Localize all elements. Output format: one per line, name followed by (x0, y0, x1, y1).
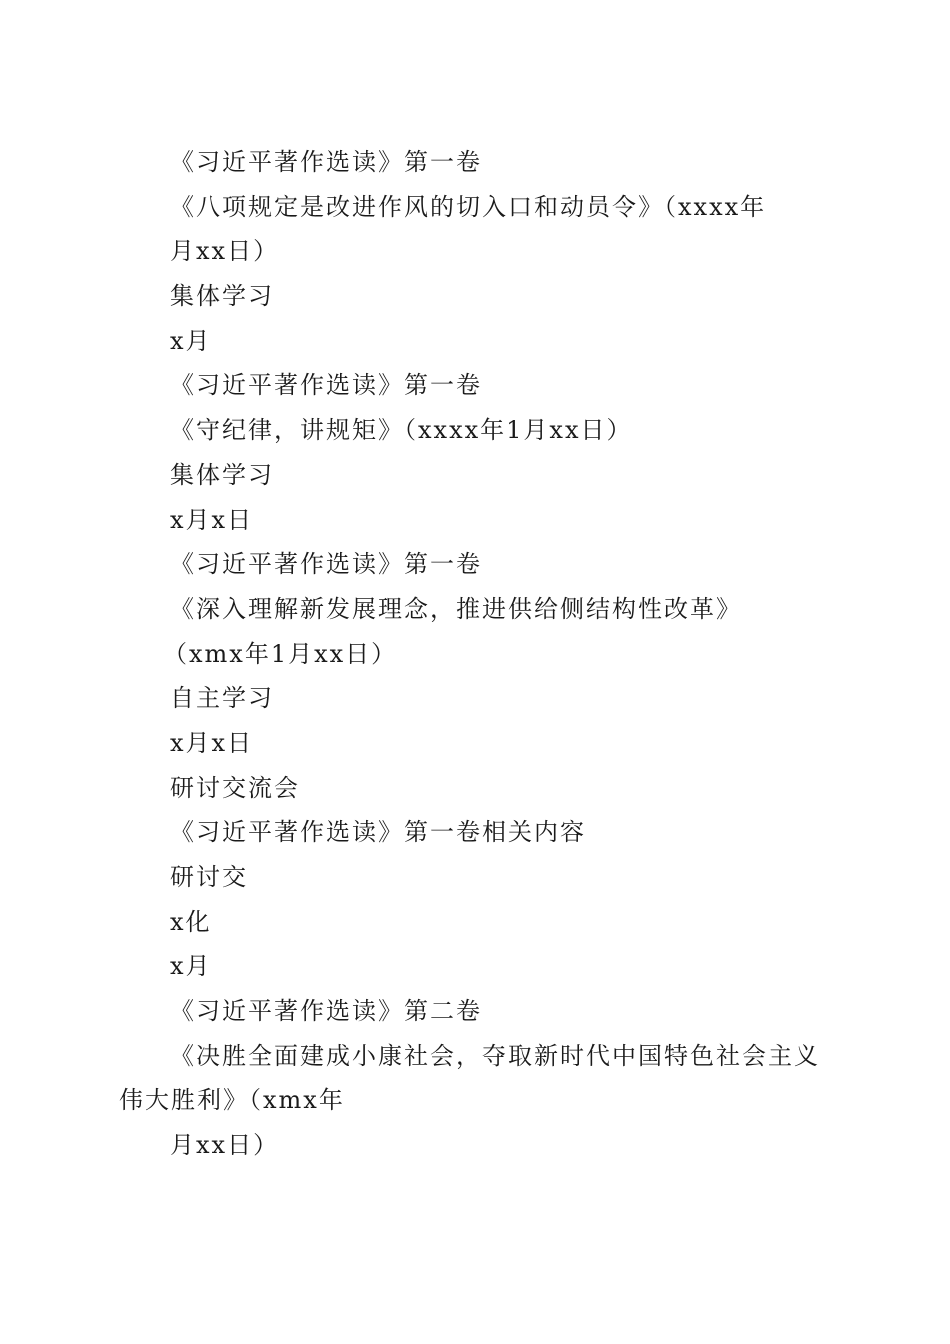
text-line: x月x日 (170, 505, 254, 534)
text-line: 《习近平著作选读》第一卷 (170, 371, 482, 400)
text-line: x月 (170, 326, 212, 355)
text-line: 《八项规定是改进作风的切入口和动员令》（xxxx年 (170, 192, 767, 221)
text-line: x月 (170, 952, 212, 981)
text-line: 自主学习 (170, 684, 274, 713)
text-line: （xmx年1月xx日） (163, 639, 398, 668)
text-line: 《习近平著作选读》第一卷 (170, 550, 482, 579)
document-body (119, 140, 839, 1168)
text-line: x化 (170, 907, 212, 936)
text-line: 伟大胜利》（xmx年 (119, 1086, 345, 1115)
text-line: 《习近平著作选读》第一卷相关内容 (170, 818, 586, 847)
text-line: 研讨交流会 (170, 773, 300, 802)
text-line: 集体学习 (170, 282, 274, 311)
text-line: x月x日 (170, 728, 254, 757)
text-line: 月xx日） (170, 1131, 280, 1160)
text-line: 《习近平著作选读》第二卷 (170, 997, 482, 1026)
text-line: 《守纪律，讲规矩》（xxxx年1月xx日） (170, 416, 633, 445)
text-line: 《深入理解新发展理念，推进供给侧结构性改革》 (170, 594, 742, 623)
text-line: 《决胜全面建成小康社会，夺取新时代中国特色社会主义 (170, 1041, 820, 1070)
text-line: 研讨交 (170, 863, 248, 891)
text-line: 月xx日） (170, 237, 280, 266)
text-line: 集体学习 (170, 460, 274, 489)
text-line: 《习近平著作选读》第一卷 (170, 148, 482, 176)
